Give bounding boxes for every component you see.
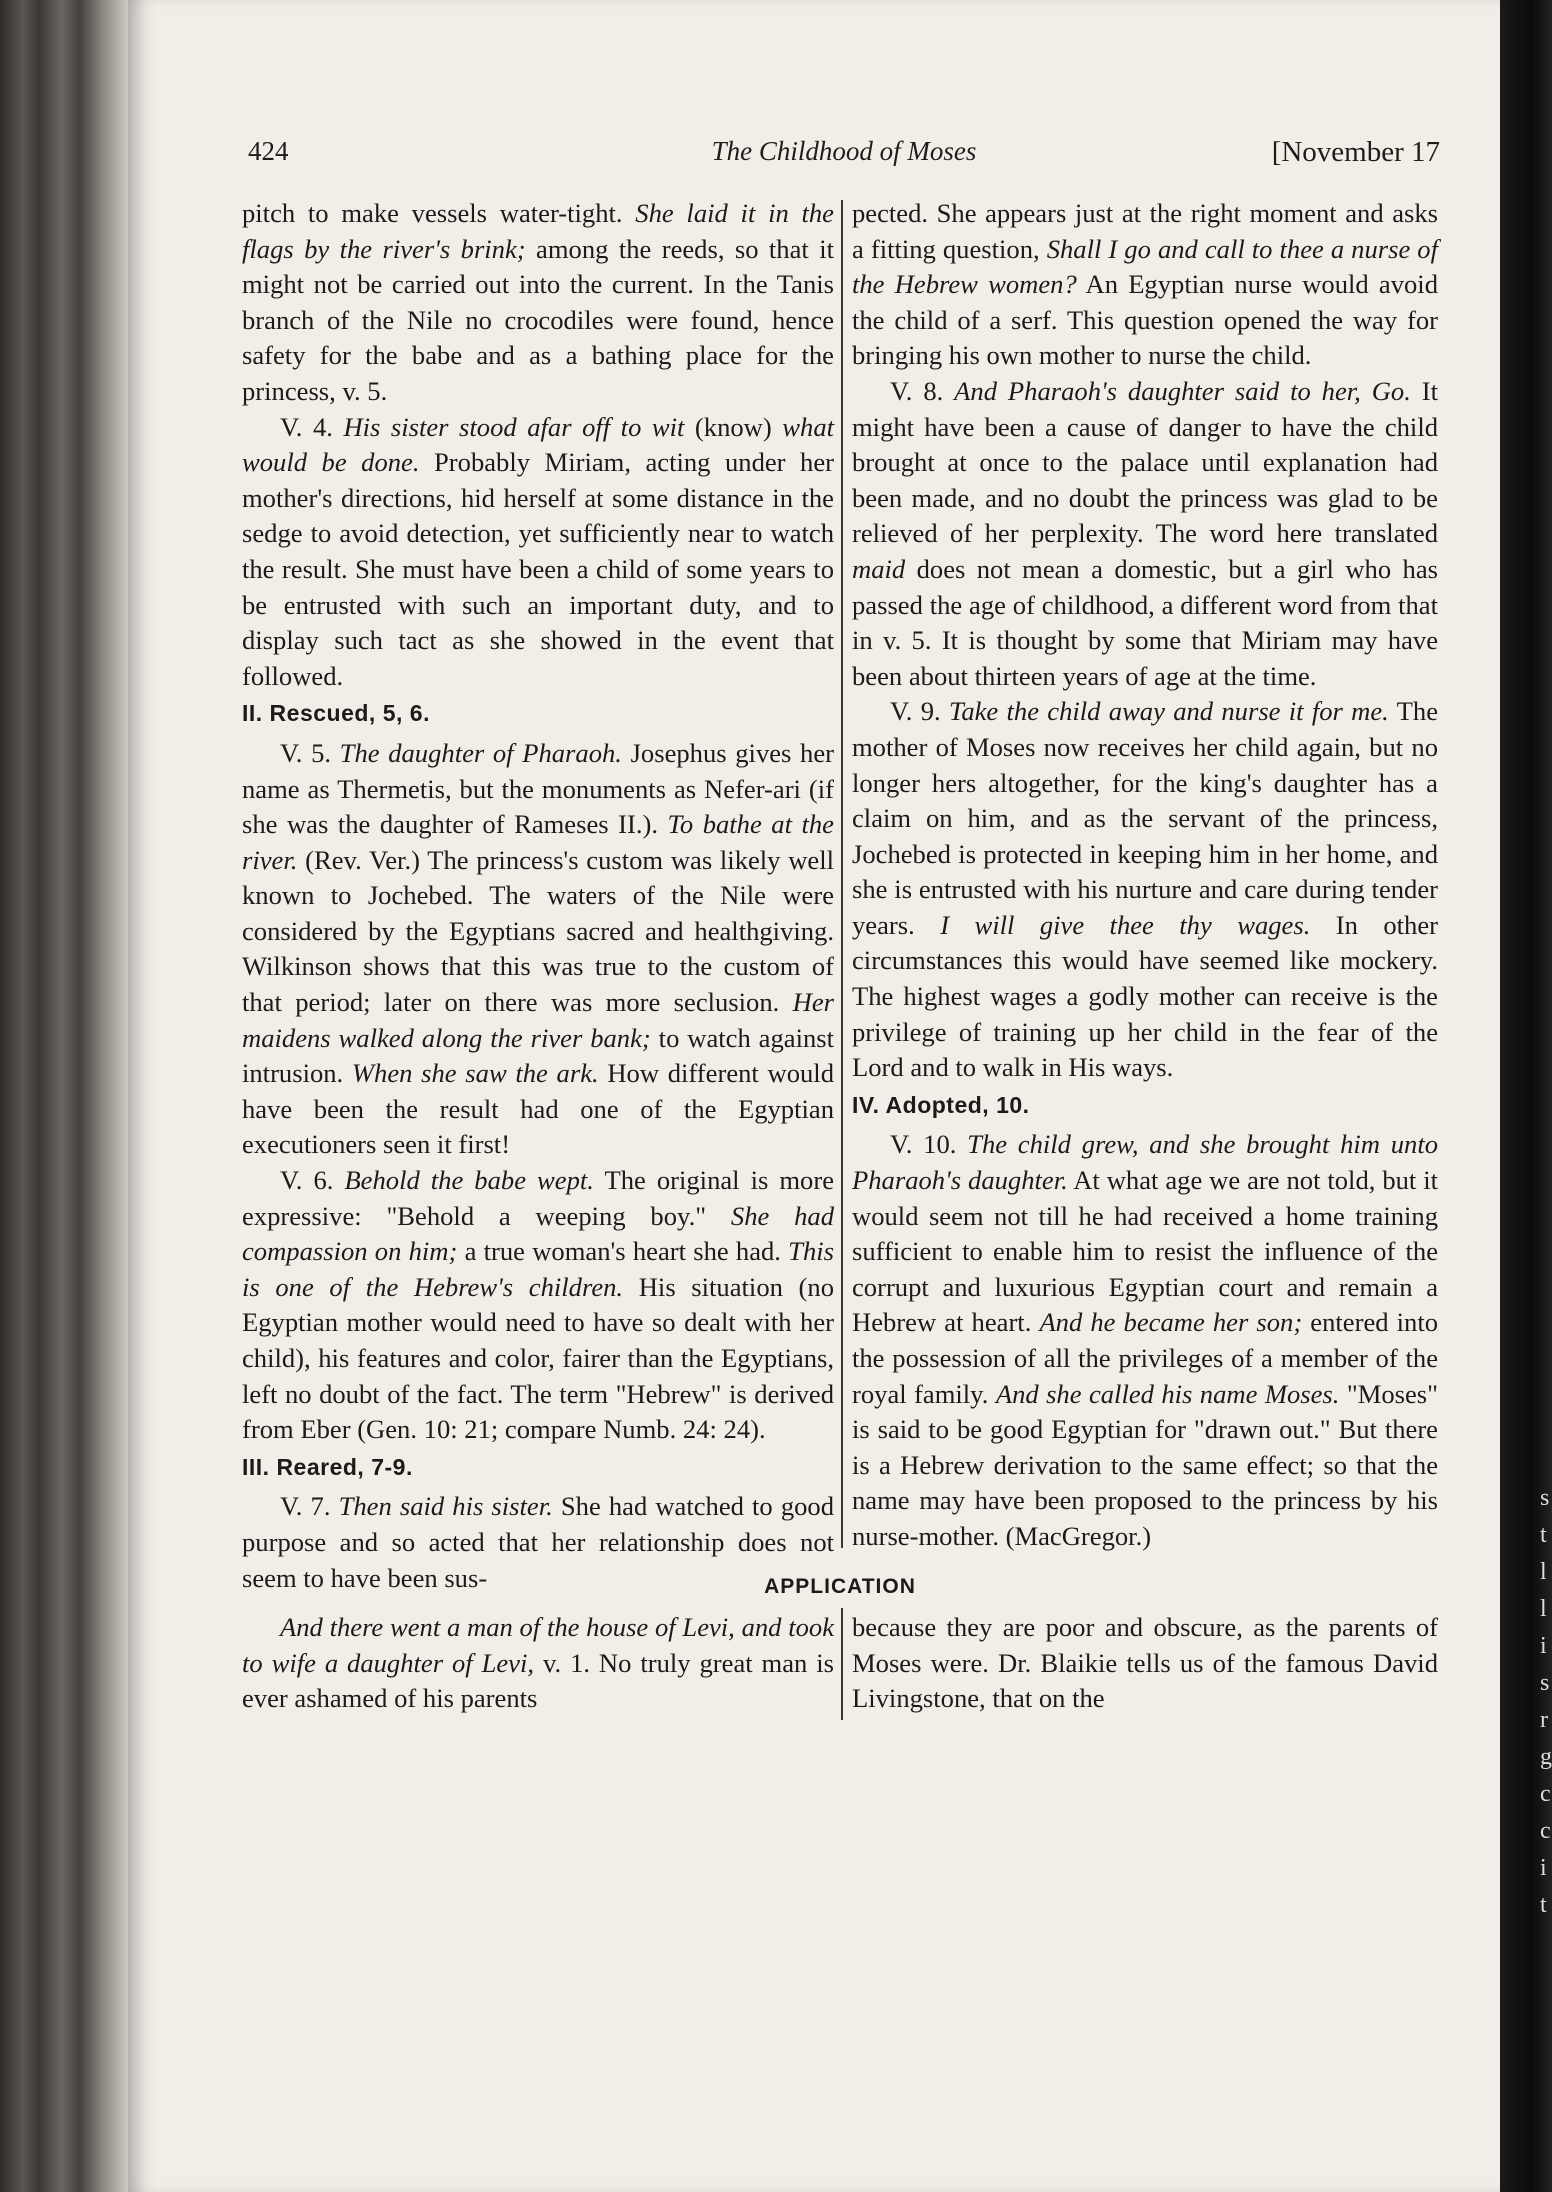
- column-divider: [841, 200, 843, 1548]
- paragraph-verse-8: [852, 374, 1438, 694]
- application-column-divider: [841, 1608, 843, 1720]
- italic-text-run: This is one of the Hebrew's children.: [242, 1236, 834, 1302]
- italic-text-run: Shall I go and call to thee a nurse of the Hebrew women?: [852, 233, 1438, 300]
- paragraph-verse-5: [242, 736, 834, 1163]
- text-run: pected. She appears just at the right moment and asks a fitting question,: [852, 198, 1438, 264]
- fringe-letter: c: [1540, 1781, 1551, 1807]
- text-run: pitch to make vessels water-tight.: [242, 198, 636, 228]
- italic-text-run: Take the child away and nurse it for me.: [948, 696, 1389, 727]
- italic-text-run: The child grew, and she brought him unto Pharaoh's daughter.: [852, 1129, 1439, 1196]
- text-run: "Moses" is said to be good Egyptian for "drawn out." But there is a Hebrew derivation to the same effect; so that the name may have been proposed to the princess by his nurse-mother. (MacGregor.): [852, 1378, 1438, 1551]
- italic-text-run: She laid it in the flags by the river's brink;: [242, 198, 834, 264]
- italic-text-run: Her maidens walked along the river bank;: [242, 987, 834, 1053]
- text-run: (Rev. Ver.) The princess's custom was likely well known to Jochebed. The waters of the Nile were considered by the Egyptians sacred and healthgiving. Wilkinson shows that this was true to the custom of that period; later on there was more seclusion.: [242, 844, 834, 1018]
- fringe-letter: l: [1540, 1559, 1547, 1585]
- text-run: V. 6.: [280, 1165, 345, 1196]
- paragraph: [852, 196, 1438, 374]
- text-run: The mother of Moses now receives her child again, but no longer hers altogether, for the king's daughter has a claim on him, and as the servant of the princess, Jochebed is protected in keeping him in her home, and she is entrusted with his nurture and care during tender years.: [852, 696, 1439, 940]
- text-run: Josephus gives her name as Thermetis, but the monuments as Nefer-ari (if she was the daughter of Rameses II.).: [242, 737, 835, 840]
- text-run: V. 5.: [280, 737, 340, 768]
- paragraph-verse-6: [242, 1163, 834, 1448]
- text-run: In other circumstances this would have seemed like mockery. The highest wages a godly mother can receive is the privilege of training up her child in the fear of the Lord and to walk in His ways.: [852, 909, 1439, 1083]
- italic-text-run: maid: [852, 553, 906, 584]
- italic-text-run: And he became her son;: [1039, 1307, 1303, 1338]
- italic-text-run: And there went a man of the house of Levi, and took to wife a daughter of Levi,: [242, 1612, 834, 1678]
- text-run: His situation (no Egyptian mother would need to have so dealt with her child), his features and color, fairer than the Egyptians, left no doubt of the fact. The term "Hebrew" is derived from Eber (Gen. 10: 21; compare Numb. 24: 24).: [242, 1271, 835, 1445]
- fringe-letter: i: [1540, 1633, 1547, 1659]
- text-run: because they are poor and obscure, as the parents of Moses were. Dr. Blaikie tells us of the famous David Livingstone, that on the: [852, 1612, 1438, 1714]
- paragraph-verse-4: [242, 410, 834, 695]
- page-number: 424: [248, 136, 289, 166]
- text-run: V. 7.: [280, 1491, 339, 1522]
- italic-text-run: When she saw the ark.: [351, 1058, 599, 1089]
- text-run: entered into the possession of all the privileges of a member of the royal family.: [852, 1307, 1439, 1409]
- fringe-letter: s: [1540, 1670, 1550, 1696]
- italic-text-run: And she called his name Moses.: [995, 1378, 1340, 1409]
- text-run: It might have been a cause of danger to have the child brought at once to the palace until explanation had been made, and no doubt the princess was glad to be relieved of her perplexity. The word here translated: [852, 375, 1439, 549]
- application-heading: APPLICATION: [764, 1575, 916, 1598]
- running-header: [248, 136, 1440, 180]
- fringe-letter: g: [1540, 1744, 1552, 1770]
- section-heading-rescued: II. Rescued, 5, 6.: [242, 700, 430, 727]
- fringe-letter: c: [1540, 1818, 1551, 1844]
- text-run: An Egyptian nurse would avoid the child of a serf. This question opened the way for bringing his own mother to nurse the child.: [852, 269, 1438, 371]
- text-run: V. 10.: [890, 1129, 968, 1160]
- application-paragraph: [242, 1610, 834, 1717]
- fringe-letter: s: [1540, 1485, 1550, 1511]
- fringe-letter: i: [1540, 1855, 1547, 1881]
- text-run: to watch against intrusion.: [242, 1022, 834, 1089]
- paragraph: [242, 196, 834, 410]
- book-spine-left-edge: [0, 0, 128, 2192]
- right-column: [852, 196, 1438, 1555]
- section-heading-adopted: IV. Adopted, 10.: [852, 1091, 1030, 1118]
- text-run: (know): [684, 411, 783, 442]
- text-run: The original is more expressive: "Behold a weeping boy.": [242, 1165, 834, 1231]
- text-run: Probably Miriam, acting under her mother's directions, hid herself at some distance in the sedge to avoid detection, yet sufficiently near to watch the result. She must have been a child of some years to be entrusted with such an important duty, and to display such tact as she showed in the event that followed.: [242, 447, 834, 691]
- running-title: The Childhood of Moses: [711, 136, 977, 166]
- paragraph-verse-10: [852, 1127, 1438, 1554]
- application-right-column: [852, 1610, 1438, 1717]
- header-date: [November 17: [1271, 136, 1440, 168]
- italic-text-run: Behold the babe wept.: [344, 1165, 594, 1196]
- fringe-letter: t: [1540, 1522, 1547, 1548]
- paragraph-verse-9: [852, 694, 1438, 1086]
- fringe-letter: l: [1540, 1596, 1547, 1622]
- italic-text-run: She had compassion on him;: [242, 1200, 834, 1267]
- italic-text-run: His sister stood afar off to wit: [343, 411, 685, 442]
- fringe-letter: r: [1540, 1707, 1548, 1733]
- text-run: does not mean a domestic, but a girl who has passed the age of childhood, a different word from that in v. 5. It is thought by some that Miriam may have been about thirteen years of age at the time.: [852, 553, 1438, 691]
- text-run: v. 1. No truly great man is ever ashamed of his parents: [242, 1647, 834, 1714]
- italic-text-run: And Pharaoh's daughter said to her, Go.: [954, 375, 1411, 406]
- section-heading-reared: III. Reared, 7-9.: [242, 1453, 413, 1480]
- facing-page-text-fringe: [1540, 1480, 1552, 2080]
- left-column: [242, 196, 834, 1596]
- text-run: How different would have been the result had one of the Egyptian executioners seen it first!: [242, 1058, 834, 1160]
- italic-text-run: The daughter of Pharaoh.: [339, 737, 622, 768]
- text-run: V. 9.: [890, 696, 949, 727]
- italic-text-run: To bathe at the river.: [242, 809, 834, 875]
- text-run: She had watched to good purpose and so acted that her relationship does not seem to have been sus-: [242, 1491, 835, 1593]
- italic-text-run: I will give thee thy wages.: [940, 909, 1311, 940]
- text-run: among the reeds, so that it might not be carried out into the current. In the Tanis branch of the Nile no crocodiles were found, hence safety for the babe and as a bathing place for the princess, v. 5.: [242, 233, 834, 406]
- text-run: a true woman's heart she had.: [457, 1236, 789, 1267]
- text-run: V. 8.: [890, 375, 955, 406]
- italic-text-run: what would be done.: [242, 411, 835, 478]
- text-run: At what age we are not told, but it would seem not till he had received a home training sufficient to enable him to resist the influence of the corrupt and luxurious Egyptian court and remain a Hebrew at heart.: [852, 1165, 1438, 1338]
- fringe-letter: t: [1540, 1892, 1547, 1918]
- application-paragraph: [852, 1610, 1438, 1717]
- italic-text-run: Then said his sister.: [338, 1491, 553, 1522]
- application-left-column: [242, 1610, 834, 1717]
- text-run: V. 4.: [280, 411, 344, 442]
